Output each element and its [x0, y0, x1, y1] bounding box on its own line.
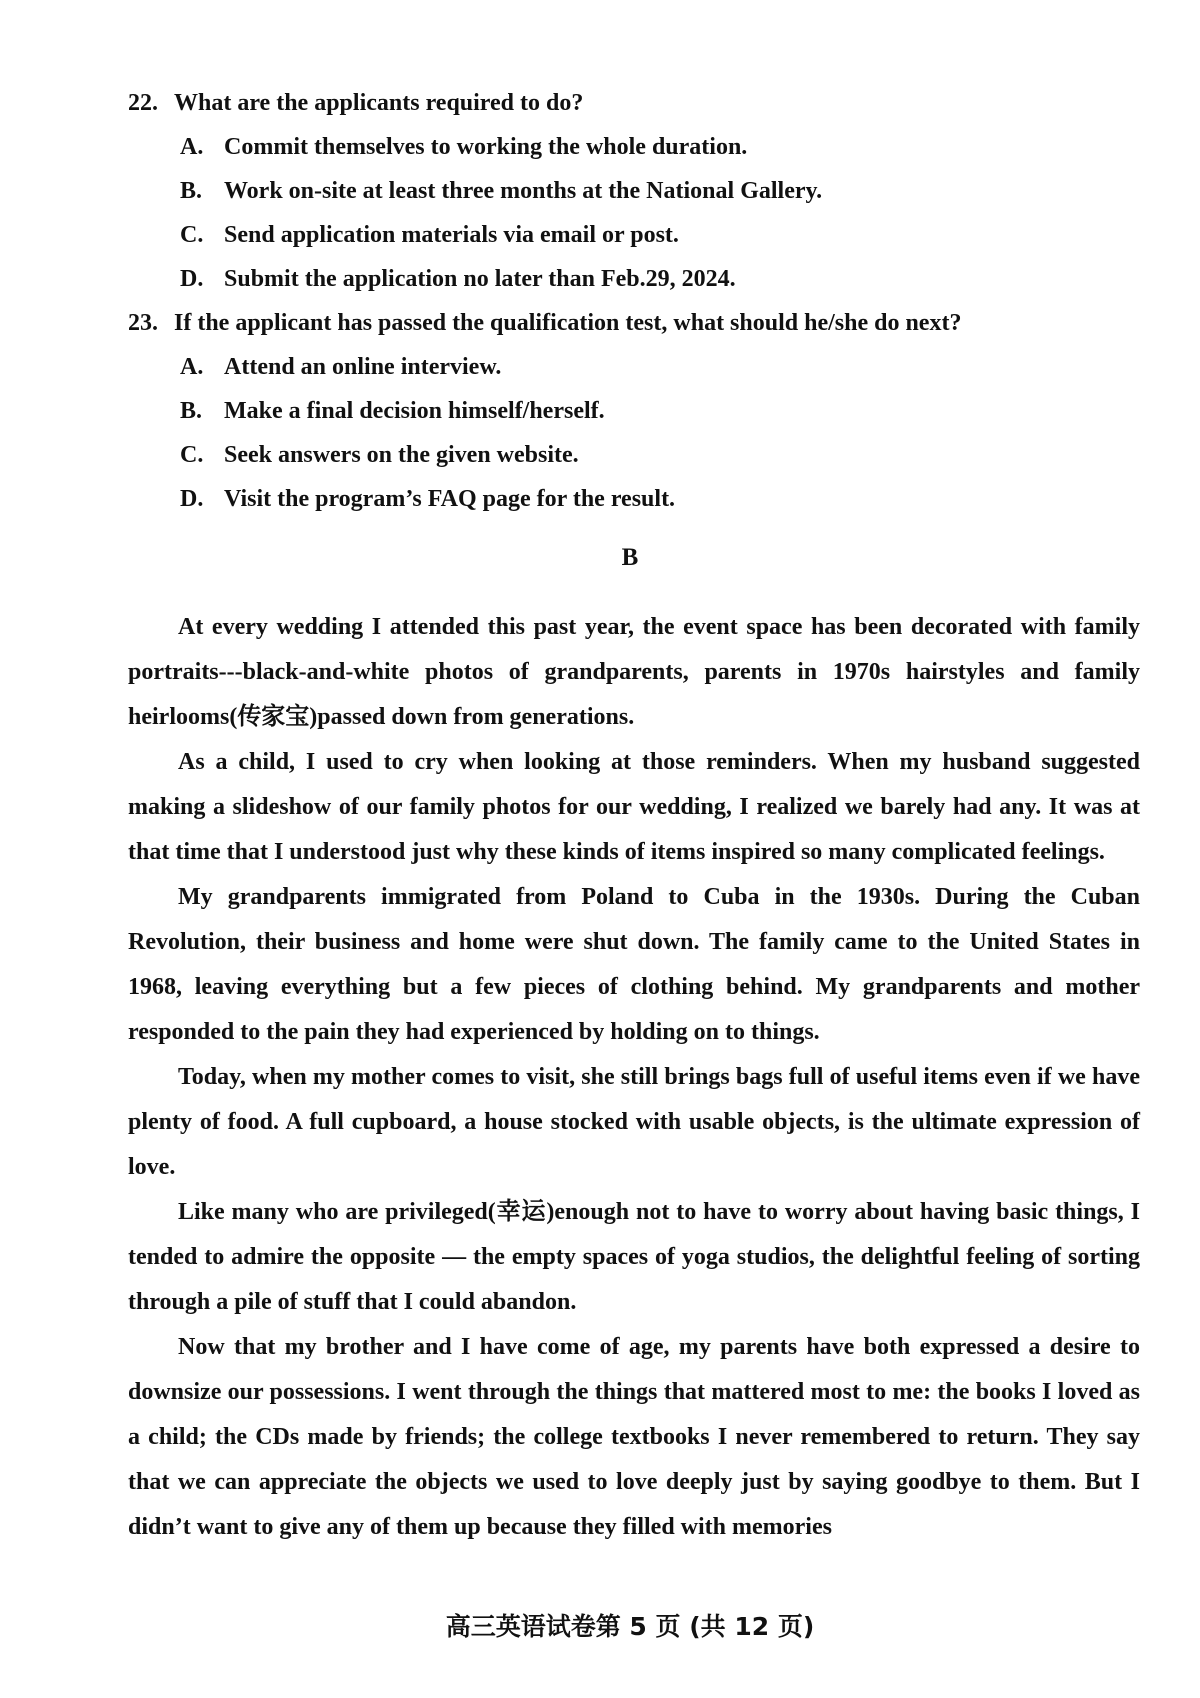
passage-paragraph: As a child, I used to cry when looking at those reminders. When my husband suggested making a slideshow of our family photos for our wedding, I realized we barely had any. It was at that time that I understood just why these kinds of items inspired so many complicated feelings.	[128, 749, 1140, 865]
option-d	[128, 264, 1138, 294]
passage-paragraph: Now that my brother and I have come of age, my parents have both expressed a desire to downsize our possessions. I went through the things that mattered most to me: the books I loved as a child; the CDs made by friends; the college textbooks I never remembered to return. They say that we can appreciate the objects we used to love deeply just by saying goodbye to them. But I didn’t want to give any of them up because they filled with memories	[128, 1334, 1140, 1540]
option-b	[128, 396, 1138, 426]
question-stem	[128, 308, 1138, 338]
option-d	[128, 484, 1138, 514]
passage-paragraph: At every wedding I attended this past year, the event space has been decorated with family portraits---black-and-white photos of grandparents, parents in 1970s hairstyles and family heirlooms(传家宝)passed down from generations.	[128, 614, 1140, 730]
option-letter: B.	[180, 178, 203, 204]
option-text: Seek answers on the given website.	[224, 442, 579, 468]
question-22	[128, 88, 1138, 308]
question-text: If the applicant has passed the qualification test, what should he/she do next?	[174, 310, 962, 336]
question-23	[128, 308, 1138, 528]
option-letter: B.	[180, 398, 203, 424]
option-letter: A.	[180, 354, 204, 380]
passage-paragraph: Like many who are privileged(幸运)enough not to have to worry about having basic things, I tended to admire the opposite — the empty spaces of yoga studios, the delightful feeling of sorting through a pile of stuff that I could abandon.	[128, 1199, 1140, 1315]
section-heading: B	[621, 544, 639, 571]
option-letter: D.	[180, 266, 204, 292]
option-a	[128, 132, 1138, 162]
option-letter: A.	[180, 134, 204, 160]
passage-paragraph: My grandparents immigrated from Poland to Cuba in the 1930s. During the Cuban Revolution, their business and home were shut down. The family came to the United States in 1968, leaving everything but a few pieces of clothing behind. My grandparents and mother responded to the pain they had experienced by holding on to things.	[128, 884, 1140, 1045]
option-letter: D.	[180, 486, 204, 512]
page-footer: 高三英语试卷第 5 页 (共 12 页)	[445, 1612, 815, 1641]
option-text: Send application materials via email or post.	[224, 222, 679, 248]
question-text: What are the applicants required to do?	[174, 90, 584, 116]
option-letter: C.	[180, 442, 204, 468]
option-text: Make a final decision himself/herself.	[224, 398, 605, 424]
option-text: Commit themselves to working the whole duration.	[224, 134, 748, 160]
passage-paragraph: Today, when my mother comes to visit, she still brings bags full of useful items even if we have plenty of food. A full cupboard, a house stocked with usable objects, is the ultimate expression of love.	[128, 1064, 1140, 1180]
reading-passage	[128, 605, 1140, 1550]
option-a	[128, 352, 1138, 382]
question-number: 22.	[128, 90, 158, 116]
option-c	[128, 440, 1138, 470]
option-text: Work on-site at least three months at the National Gallery.	[224, 178, 823, 204]
option-letter: C.	[180, 222, 204, 248]
option-text: Visit the program’s FAQ page for the result.	[224, 486, 676, 512]
question-stem	[128, 88, 1138, 118]
option-b	[128, 176, 1138, 206]
option-text: Attend an online interview.	[224, 354, 502, 380]
option-text: Submit the application no later than Feb.29, 2024.	[224, 266, 736, 292]
option-c	[128, 220, 1138, 250]
question-number: 23.	[128, 310, 158, 336]
